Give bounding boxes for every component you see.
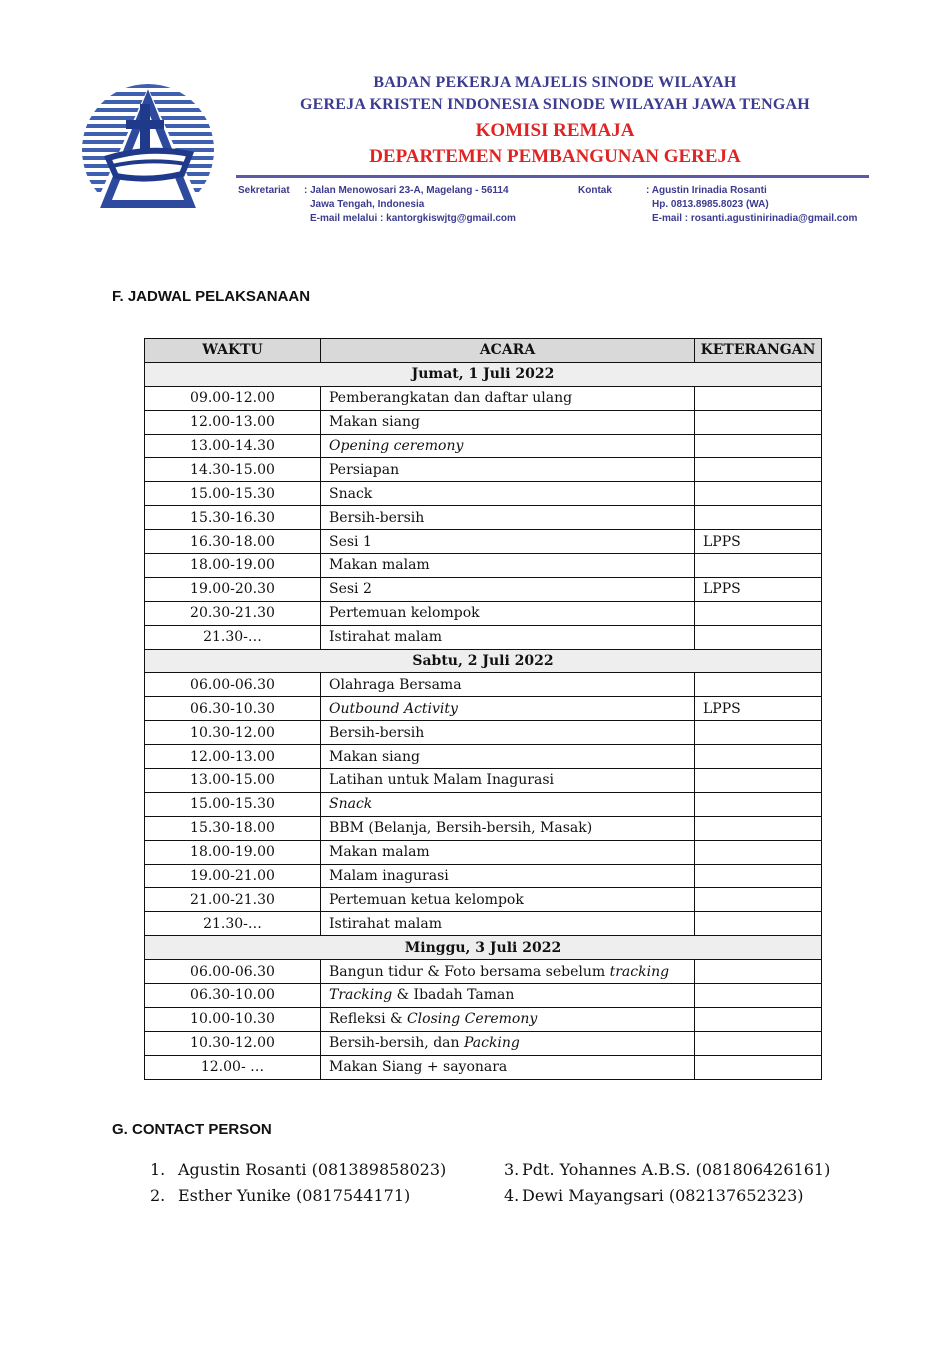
note-cell: LPPS	[695, 530, 822, 554]
activity-cell: Makan Siang + sayonara	[321, 1055, 695, 1079]
day-label: Minggu, 3 Juli 2022	[145, 936, 822, 960]
schedule-row	[145, 721, 822, 745]
schedule-row	[145, 1031, 822, 1055]
secretariat-address: : Jalan Menowosari 23-A, Magelang - 56114	[304, 185, 509, 196]
note-cell	[695, 864, 822, 888]
activity-cell: Makan malam	[321, 554, 695, 578]
schedule-table	[144, 338, 822, 1080]
schedule-row	[145, 410, 822, 434]
column-header-note: KETERANGAN	[695, 339, 822, 363]
activity-cell: Pertemuan ketua kelompok	[321, 888, 695, 912]
time-cell: 14.30-15.00	[145, 458, 321, 482]
schedule-row	[145, 601, 822, 625]
activity-cell: Persiapan	[321, 458, 695, 482]
schedule-row	[145, 673, 822, 697]
activity-cell: Outbound Activity	[321, 697, 695, 721]
schedule-row	[145, 554, 822, 578]
time-cell: 10.30-12.00	[145, 1031, 321, 1055]
activity-cell: Malam inagurasi	[321, 864, 695, 888]
org-name-line1: BADAN PEKERJA MAJELIS SINODE WILAYAH	[373, 74, 737, 91]
contact-person-1: Agustin Rosanti (081389858023)	[178, 1160, 447, 1179]
activity-text-part: & Ibadah Taman	[392, 987, 515, 1004]
activity-cell: Bersih-bersih	[321, 506, 695, 530]
time-cell: 06.30-10.30	[145, 697, 321, 721]
activity-cell: Pemberangkatan dan daftar ulang	[321, 386, 695, 410]
note-cell	[695, 912, 822, 936]
note-cell	[695, 1007, 822, 1031]
note-cell	[695, 984, 822, 1008]
contact-email: E-mail : rosanti.agustinirinadia@gmail.com	[652, 213, 858, 224]
schedule-row	[145, 625, 822, 649]
schedule-row	[145, 506, 822, 530]
time-cell: 21.30-…	[145, 912, 321, 936]
column-header-time: WAKTU	[145, 339, 321, 363]
time-cell: 18.00-19.00	[145, 840, 321, 864]
schedule-row	[145, 434, 822, 458]
note-cell	[695, 434, 822, 458]
activity-cell: Makan siang	[321, 410, 695, 434]
contact-name: : Agustin Irinadia Rosanti	[646, 185, 767, 196]
activity-cell	[321, 960, 695, 984]
schedule-row	[145, 458, 822, 482]
contact-phone: Hp. 0813.8985.8023 (WA)	[652, 199, 769, 210]
schedule-row	[145, 864, 822, 888]
note-cell: LPPS	[695, 577, 822, 601]
note-cell	[695, 769, 822, 793]
schedule-row	[145, 386, 822, 410]
activity-cell: Opening ceremony	[321, 434, 695, 458]
activity-cell	[321, 1031, 695, 1055]
org-name-line2: GEREJA KRISTEN INDONESIA SINODE WILAYAH JAWA TENGAH	[300, 96, 810, 113]
secretariat-region: Jawa Tengah, Indonesia	[310, 199, 425, 210]
activity-cell: BBM (Belanja, Bersih-bersih, Masak)	[321, 816, 695, 840]
activity-cell: Snack	[321, 792, 695, 816]
activity-cell: Latihan untuk Malam Inagurasi	[321, 769, 695, 793]
time-cell: 12.00-13.00	[145, 410, 321, 434]
activity-text-part: Tracking	[329, 987, 393, 1004]
time-cell: 09.00-12.00	[145, 386, 321, 410]
note-cell: LPPS	[695, 697, 822, 721]
day-row	[145, 936, 822, 960]
time-cell: 06.00-06.30	[145, 673, 321, 697]
contact-person-2: Esther Yunike (0817544171)	[178, 1186, 411, 1205]
note-cell	[695, 410, 822, 434]
day-label: Sabtu, 2 Juli 2022	[145, 649, 822, 673]
schedule-row	[145, 960, 822, 984]
time-cell: 18.00-19.00	[145, 554, 321, 578]
activity-cell: Sesi 2	[321, 577, 695, 601]
time-cell: 21.30-…	[145, 625, 321, 649]
time-cell: 06.00-06.30	[145, 960, 321, 984]
contact-person-4: Dewi Mayangsari (082137652323)	[522, 1186, 804, 1205]
time-cell: 15.00-15.30	[145, 482, 321, 506]
note-cell	[695, 1055, 822, 1079]
schedule-row	[145, 984, 822, 1008]
time-cell: 19.00-21.00	[145, 864, 321, 888]
time-cell: 16.30-18.00	[145, 530, 321, 554]
contact-number-3: 3.	[504, 1160, 520, 1179]
note-cell	[695, 792, 822, 816]
activity-cell: Sesi 1	[321, 530, 695, 554]
time-cell: 12.00- …	[145, 1055, 321, 1079]
note-cell	[695, 673, 822, 697]
department-name: DEPARTEMEN PEMBANGUNAN GEREJA	[369, 146, 741, 167]
activity-cell: Makan malam	[321, 840, 695, 864]
day-row	[145, 649, 822, 673]
day-label: Jumat, 1 Juli 2022	[145, 362, 822, 386]
time-cell: 19.00-20.30	[145, 577, 321, 601]
activity-text-part: Closing Ceremony	[406, 1011, 538, 1028]
schedule-row	[145, 769, 822, 793]
activity-text-part: Refleksi &	[329, 1011, 407, 1028]
commission-name: KOMISI REMAJA	[475, 120, 635, 141]
activity-cell: Bersih-bersih	[321, 721, 695, 745]
note-cell	[695, 601, 822, 625]
schedule-row	[145, 577, 822, 601]
note-cell	[695, 386, 822, 410]
contact-number-1: 1.	[150, 1160, 166, 1179]
schedule-row	[145, 912, 822, 936]
contact-number-4: 4.	[504, 1186, 520, 1205]
schedule-row	[145, 888, 822, 912]
contact-section-title: G. CONTACT PERSON	[112, 1121, 272, 1138]
secretariat-label: Sekretariat	[238, 185, 290, 196]
note-cell	[695, 816, 822, 840]
schedule-row	[145, 697, 822, 721]
activity-text-part: Bersih-bersih, dan	[329, 1035, 464, 1052]
note-cell	[695, 1031, 822, 1055]
activity-text-part: tracking	[609, 963, 670, 980]
time-cell: 15.00-15.30	[145, 792, 321, 816]
schedule-row	[145, 792, 822, 816]
note-cell	[695, 960, 822, 984]
schedule-row	[145, 530, 822, 554]
activity-cell	[321, 1007, 695, 1031]
time-cell: 06.30-10.00	[145, 984, 321, 1008]
time-cell: 13.00-15.00	[145, 769, 321, 793]
contact-number-2: 2.	[150, 1186, 166, 1205]
time-cell: 15.30-16.30	[145, 506, 321, 530]
note-cell	[695, 506, 822, 530]
schedule-row	[145, 482, 822, 506]
schedule-row	[145, 840, 822, 864]
note-cell	[695, 721, 822, 745]
schedule-row	[145, 1055, 822, 1079]
note-cell	[695, 888, 822, 912]
day-row	[145, 362, 822, 386]
schedule-row	[145, 1007, 822, 1031]
time-cell: 15.30-18.00	[145, 816, 321, 840]
activity-text-part: Packing	[463, 1035, 520, 1052]
schedule-row	[145, 745, 822, 769]
activity-cell: Istirahat malam	[321, 912, 695, 936]
note-cell	[695, 625, 822, 649]
column-header-activity: ACARA	[321, 339, 695, 363]
activity-text-part: Bangun tidur & Foto bersama sebelum	[329, 963, 610, 980]
activity-cell: Olahraga Bersama	[321, 673, 695, 697]
time-cell: 12.00-13.00	[145, 745, 321, 769]
schedule-row	[145, 816, 822, 840]
note-cell	[695, 554, 822, 578]
activity-cell: Makan siang	[321, 745, 695, 769]
schedule-section-title: F. JADWAL PELAKSANAAN	[112, 288, 311, 305]
note-cell	[695, 840, 822, 864]
note-cell	[695, 482, 822, 506]
time-cell: 10.30-12.00	[145, 721, 321, 745]
note-cell	[695, 745, 822, 769]
contact-label: Kontak	[578, 185, 612, 196]
schedule-header-row	[145, 339, 822, 363]
activity-cell: Snack	[321, 482, 695, 506]
note-cell	[695, 458, 822, 482]
time-cell: 10.00-10.30	[145, 1007, 321, 1031]
activity-cell	[321, 984, 695, 1008]
contact-person-3: Pdt. Yohannes A.B.S. (081806426161)	[522, 1160, 831, 1179]
church-logo-icon	[78, 80, 218, 220]
secretariat-email: E-mail melalui : kantorgkiswjtg@gmail.com	[310, 213, 516, 224]
activity-cell: Istirahat malam	[321, 625, 695, 649]
time-cell: 13.00-14.30	[145, 434, 321, 458]
time-cell: 21.00-21.30	[145, 888, 321, 912]
time-cell: 20.30-21.30	[145, 601, 321, 625]
header-divider	[236, 175, 869, 178]
activity-cell: Pertemuan kelompok	[321, 601, 695, 625]
